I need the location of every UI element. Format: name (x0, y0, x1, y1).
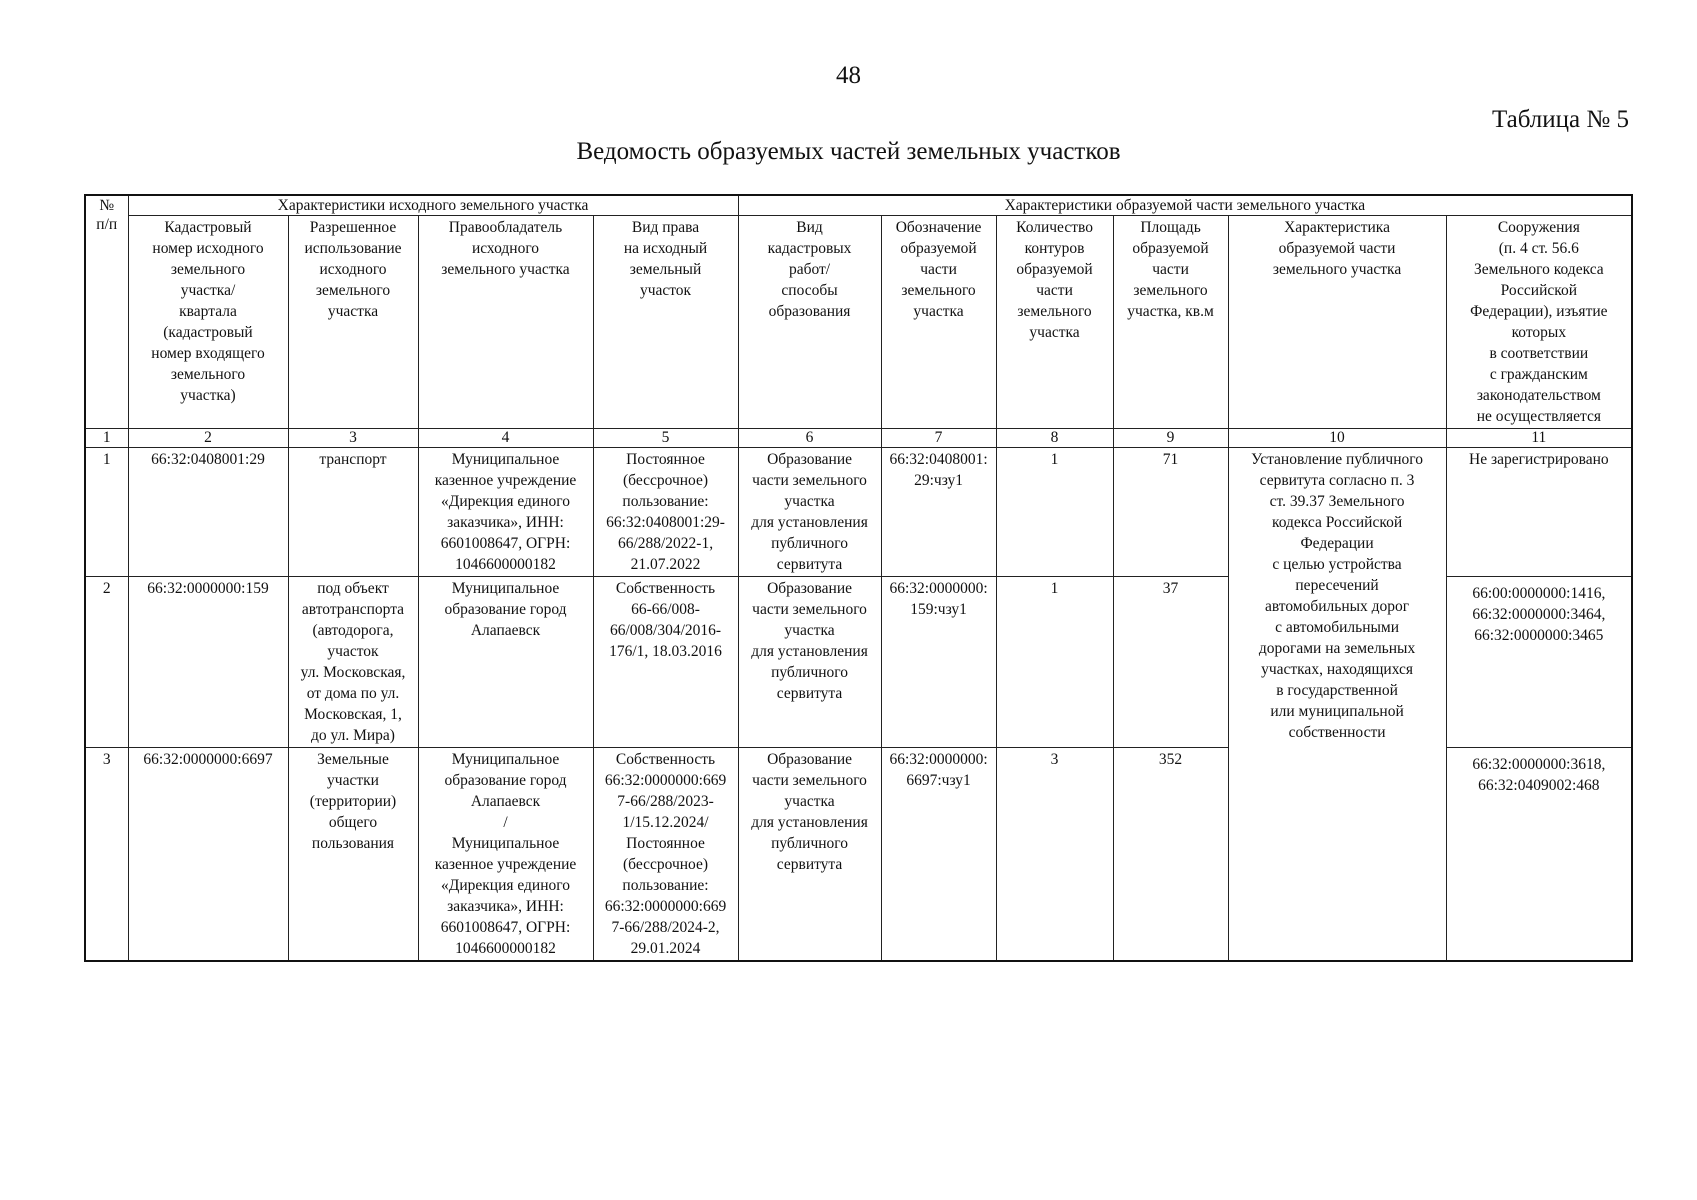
column-number: 5 (593, 429, 738, 448)
cell-cadastral: 66:32:0408001:29 (128, 448, 288, 577)
col-header-designation: Обозначение образуемой части земельного участка (881, 216, 996, 429)
col-header-usage: Разрешенное использование исходного земельного участка (288, 216, 418, 429)
cell-owner: Муниципальное образование город Алапаевск / Муниципальное казенное учреждение «Дирекция единого заказчика», ИНН: 6601008647, ОГРН: 1046600000182 (418, 748, 593, 962)
cell-characteristic-merged: Установление публичного сервитута согласно п. 3 ст. 39.37 Земельного кодекса Российской Федерации с целью устройства пересечений автомобильных дорог с автомобильными дорогами на земельных участках, находящихся в государственной или муниципальной собственности (1228, 448, 1446, 962)
parcels-table (84, 194, 1633, 962)
table-group-header-row (85, 195, 1632, 216)
cell-right: Постоянное (бессрочное) пользование: 66:32:0408001:29- 66/288/2022-1, 21.07.2022 (593, 448, 738, 577)
cell-usage: под объект автотранспорта (автодорога, участок ул. Московская, от дома по ул. Московская, 1, до ул. Мира) (288, 577, 418, 748)
column-number: 9 (1113, 429, 1228, 448)
column-number: 1 (85, 429, 128, 448)
cell-designation: 66:32:0000000: 6697:чзу1 (881, 748, 996, 962)
cell-contours: 3 (996, 748, 1113, 962)
cell-owner: Муниципальное казенное учреждение «Дирекция единого заказчика», ИНН: 6601008647, ОГРН: 1046600000182 (418, 448, 593, 577)
table-row (85, 448, 1632, 577)
cell-cadastral: 66:32:0000000:6697 (128, 748, 288, 962)
cell-work: Образование части земельного участка для установления публичного сервитута (738, 577, 881, 748)
cell-structures: Не зарегистрировано (1446, 448, 1632, 577)
cell-usage: Земельные участки (территории) общего пользования (288, 748, 418, 962)
table-header-row (85, 216, 1632, 429)
column-number: 3 (288, 429, 418, 448)
cell-usage: транспорт (288, 448, 418, 577)
column-number: 8 (996, 429, 1113, 448)
table-label: Таблица № 5 (1491, 106, 1629, 133)
cell-number: 2 (85, 577, 128, 748)
cell-structures: 66:00:0000000:1416, 66:32:0000000:3464, 66:32:0000000:3465 (1446, 577, 1632, 748)
col-header-structures: Сооружения (п. 4 ст. 56.6 Земельного кодекса Российской Федерации), изъятие которых в соответствии с гражданским законодательством не осуществляется (1446, 216, 1632, 429)
group-header-source: Характеристики исходного земельного участка (128, 195, 738, 216)
col-header-owner: Правообладатель исходного земельного участка (418, 216, 593, 429)
cell-designation: 66:32:0408001: 29:чзу1 (881, 448, 996, 577)
cell-owner: Муниципальное образование город Алапаевск (418, 577, 593, 748)
col-header-contours: Количество контуров образуемой части земельного участка (996, 216, 1113, 429)
cell-right: Собственность 66:32:0000000:669 7-66/288/2023- 1/15.12.2024/ Постоянное (бессрочное) пользование: 66:32:0000000:669 7-66/288/2024-2, 29.01.2024 (593, 748, 738, 962)
col-header-area: Площадь образуемой части земельного участка, кв.м (1113, 216, 1228, 429)
cell-work: Образование части земельного участка для установления публичного сервитута (738, 748, 881, 962)
cell-contours: 1 (996, 577, 1113, 748)
col-header-characteristic: Характеристика образуемой части земельного участка (1228, 216, 1446, 429)
column-number: 7 (881, 429, 996, 448)
col-header-number: № п/п (85, 195, 128, 429)
cell-cadastral: 66:32:0000000:159 (128, 577, 288, 748)
cell-designation: 66:32:0000000: 159:чзу1 (881, 577, 996, 748)
cell-number: 3 (85, 748, 128, 962)
column-number: 6 (738, 429, 881, 448)
cell-area: 71 (1113, 448, 1228, 577)
col-header-work: Вид кадастровых работ/ способы образования (738, 216, 881, 429)
cell-area: 37 (1113, 577, 1228, 748)
col-header-right: Вид права на исходный земельный участок (593, 216, 738, 429)
column-number-row (85, 429, 1632, 448)
col-header-cadastral: Кадастровый номер исходного земельного участка/ квартала (кадастровый номер входящего земельного участка) (128, 216, 288, 429)
cell-contours: 1 (996, 448, 1113, 577)
page-title: Ведомость образуемых частей земельных участков (576, 138, 1121, 165)
group-header-formed: Характеристики образуемой части земельного участка (738, 195, 1632, 216)
column-number: 11 (1446, 429, 1632, 448)
cell-structures: 66:32:0000000:3618, 66:32:0409002:468 (1446, 748, 1632, 962)
cell-number: 1 (85, 448, 128, 577)
column-number: 2 (128, 429, 288, 448)
cell-work: Образование части земельного участка для установления публичного сервитута (738, 448, 881, 577)
cell-right: Собственность 66-66/008- 66/008/304/2016- 176/1, 18.03.2016 (593, 577, 738, 748)
column-number: 10 (1228, 429, 1446, 448)
page-number: 48 (836, 62, 861, 89)
cell-area: 352 (1113, 748, 1228, 962)
column-number: 4 (418, 429, 593, 448)
